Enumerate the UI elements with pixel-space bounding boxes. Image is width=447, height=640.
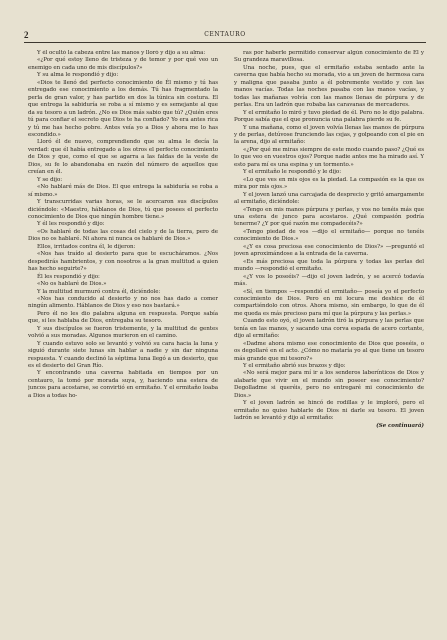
right-text-column <box>234 50 424 638</box>
paragraph: «No os hablaré de Dios.» <box>37 281 107 288</box>
paragraph: Y el ermitaño abrió sus brazos y dijo: <box>243 363 346 370</box>
paragraph: «Os hablaré de todas las cosas del cielo y de la tierra, pero de Dios no os hablaré. Ni ahora ni nunca os hablaré de Dios.» <box>28 228 218 243</box>
paragraph: «Tengo piedad de vos —dijo el ermitaño— porque no tenéis conocimiento de Dios.» <box>234 228 424 243</box>
paragraph: Y él les respondió y dijo: <box>37 221 105 228</box>
paragraph: «No será mejor para mí ir a los senderos laberínticos de Dios y alabarle que vivir en el mundo sin poseer ese conocimiento? Degolladme si queréis, pero no entregaré mi conocimiento de Dios.» <box>234 370 424 399</box>
paragraph: Y sus discípulos se fueron tristemente, y la multitud de gentes volvió a sus moradas. Algunos murieron en el camino. <box>28 325 218 340</box>
paragraph: Y el joven ladrón se hincó de rodillas y le imploró, pero el ermitaño no quiso hablarle de Dios ni darle su tesoro. El joven ladrón se levantó y dijo al ermitaño: <box>234 400 424 422</box>
paragraph: Y el ermitaño lo miró y tuvo piedad de él. Pero no le dijo palabra. Porque sabía que el que pronuncia una palabra pierde su fe. <box>234 109 424 124</box>
paragraph: «Sí, en tiempos —respondió el ermitaño— poseía yo el perfecto conocimiento de Dios. Pero en mi locura me deshice de él compartiéndolo con otros. Ahora mismo, sin embargo, lo que de él me queda es más precioso para mí que la púrpura y las perlas.» <box>234 288 424 317</box>
paragraph: «Es más preciosa que toda la púrpura y todas las perlas del mundo —respondió el ermitaño. <box>234 258 424 273</box>
paragraph: «Dios te llenó del perfecto conocimiento de Él mismo y tú has entregado ese conocimiento a los demás. Tú has fragmentado la perla de gran valor, y has partido en dos la túnica sin costura. El que entrega la sabiduría se roba a sí mismo y es semejante al que da su tesoro a un ladrón. ¿No es Dios más sabio que tú? ¿Quién eres tú para confiar el secreto que Dios te ha confiado? Yo era antes rica y tú me has hecho pobre. Antes veía yo a Dios y ahora me lo has escondido.» <box>28 79 218 138</box>
paragraph: Y se dijo: <box>37 176 63 183</box>
running-title: CENTAURO <box>204 31 246 38</box>
paragraph: Una noche, pues, que el ermitaño estaba sentado ante la caverna que había hecho su morada, vio a un joven de hermosa cara y maligna que pasaba junto a él pobremente vestido y con las manos vacías. Todas las noches pasaba con las manos vacías, y todas las mañanas volvía con las manos llenas de púrpura y de perlas. Era un ladrón que robaba las caravanas de mercaderes. <box>234 64 424 109</box>
paragraph: ras por haberle permitido conservar algún conocimiento de Él y Su grandeza maravillosa. <box>234 50 424 64</box>
paragraph: Y cuando estuvo solo se levantó y volvió su cara hacia la luna y siguió durante siete lunas sin hablar a nadie y sin dar ninguna respuesta. Y cuando declinó la séptima luna llegó a un desierto, que es el desierto del Gran Río. <box>28 340 218 370</box>
paragraph: Y él ocultó la cabeza entre las manos y lloró y dijo a su alma: <box>37 50 206 56</box>
paragraph: Lloró él de nuevo, comprendiendo que su alma le decía la verdad: que él había entregado a los otros el perfecto conocimiento de Dios y que, como el que se agarra a las faldas de la veste de Dios, su fe lo abandonaba en razón del número de aquellos que creían en él. <box>28 139 218 176</box>
paragraph: Él les respondió y dijo: <box>37 273 100 280</box>
paragraph: «Lo que ves en mis ojos es la piedad. La compasión es la que os mira por mis ojos.» <box>234 176 424 191</box>
paragraph: «¿Por qué estoy lleno de tristeza y de temor y por qué veo un enemigo en cada uno de mis discípulos?» <box>28 57 218 71</box>
paragraph: «Nos has traído al desierto para que te escucháramos. ¿Nos despedirás hambrientos, y con nosotros a la gran multitud a quien has hecho seguirte?» <box>28 251 218 273</box>
paragraph: «Dadme ahora mismo ese conocimiento de Dios que poseéis, o os degollaré en el acto. ¿Cómo no mataría yo al que tiene un tesoro más grande que mi tesoro?» <box>234 340 424 362</box>
left-text-column <box>28 50 218 638</box>
paragraph: «¿Y es cosa preciosa ese conocimiento de Dios?» —preguntó el joven aproximándose a la entrada de la caverna. <box>234 243 424 258</box>
paragraph: Cuando esto oyó, el joven ladrón tiró la púrpura y las perlas que tenía en las manos, y sacando una corva espada de acero cortante, dijo al ermitaño: <box>234 318 424 340</box>
paragraph: Y el ermitaño le respondió y le dijo: <box>243 169 342 176</box>
paragraph: «Tengo en mis manos púrpura y perlas, y vos no tenéis más que una estera de junco para acostaros. ¿Qué compasión podría tenerme? ¿Y por qué razón me compadecéis?» <box>234 206 424 228</box>
paragraph: «¿Por qué me miras siempre de este modo cuando paso? ¿Qué es lo que veo en vuestros ojos? Porque nadie antes me ha mirado así. Y esto para mí es una espina y un tormento.» <box>234 146 424 168</box>
page-header <box>24 30 426 42</box>
paragraph: Y encontrando una caverna habitada en tiempos por un centauro, la tomó por morada suya, y, haciendo una estera de juncos para acostarse, se convirtió en ermitaño. Y el ermitaño loaba a Dios a todas ho- <box>28 370 218 399</box>
paragraph: Y transcurridas varias horas, se le acercaron sus discípulos diciéndole: «Maestro, háblanos de Dios, tú que posees el perfecto conocimiento de Dios que ningún hombre tiene.» <box>28 199 218 220</box>
paragraph: Y el joven lanzó una carcajada de desprecio y gritó amargamente al ermitaño, diciéndole: <box>234 191 424 206</box>
paragraph: «No hablaré más de Dios. El que entrega la sabiduría se roba a sí mismo.» <box>28 184 218 198</box>
paragraph: «Nos has conducido al desierto y no nos has dado a comer ningún alimento. Háblanos de Dios y eso nos bastará.» <box>28 295 218 310</box>
paragraph: Pero él no les dio palabra alguna en respuesta. Porque sabía que, si les hablaba de Dios, entregaba su tesoro. <box>28 310 218 325</box>
paragraph: Y la multitud murmuró contra él, diciéndole: <box>37 288 161 295</box>
paragraph: Ellos, irritados contra él, le dijeron: <box>37 243 136 250</box>
continued-note: (Se continuará) <box>376 422 424 429</box>
paragraph: «¿Y vos lo poseéis? —dijo el joven ladrón, y se acercó todavía más. <box>234 273 424 288</box>
page-number: 2 <box>24 30 29 40</box>
paragraph: Y su alma le respondió y dijo: <box>37 72 119 79</box>
paragraph: Y una mañana, como el joven volvía llenas las manos de púrpura y de perlas, detúvose frunciendo las cejas, y golpeando con el pie en la arena, dijo al ermitaño: <box>234 124 424 146</box>
header-rule <box>24 42 426 43</box>
